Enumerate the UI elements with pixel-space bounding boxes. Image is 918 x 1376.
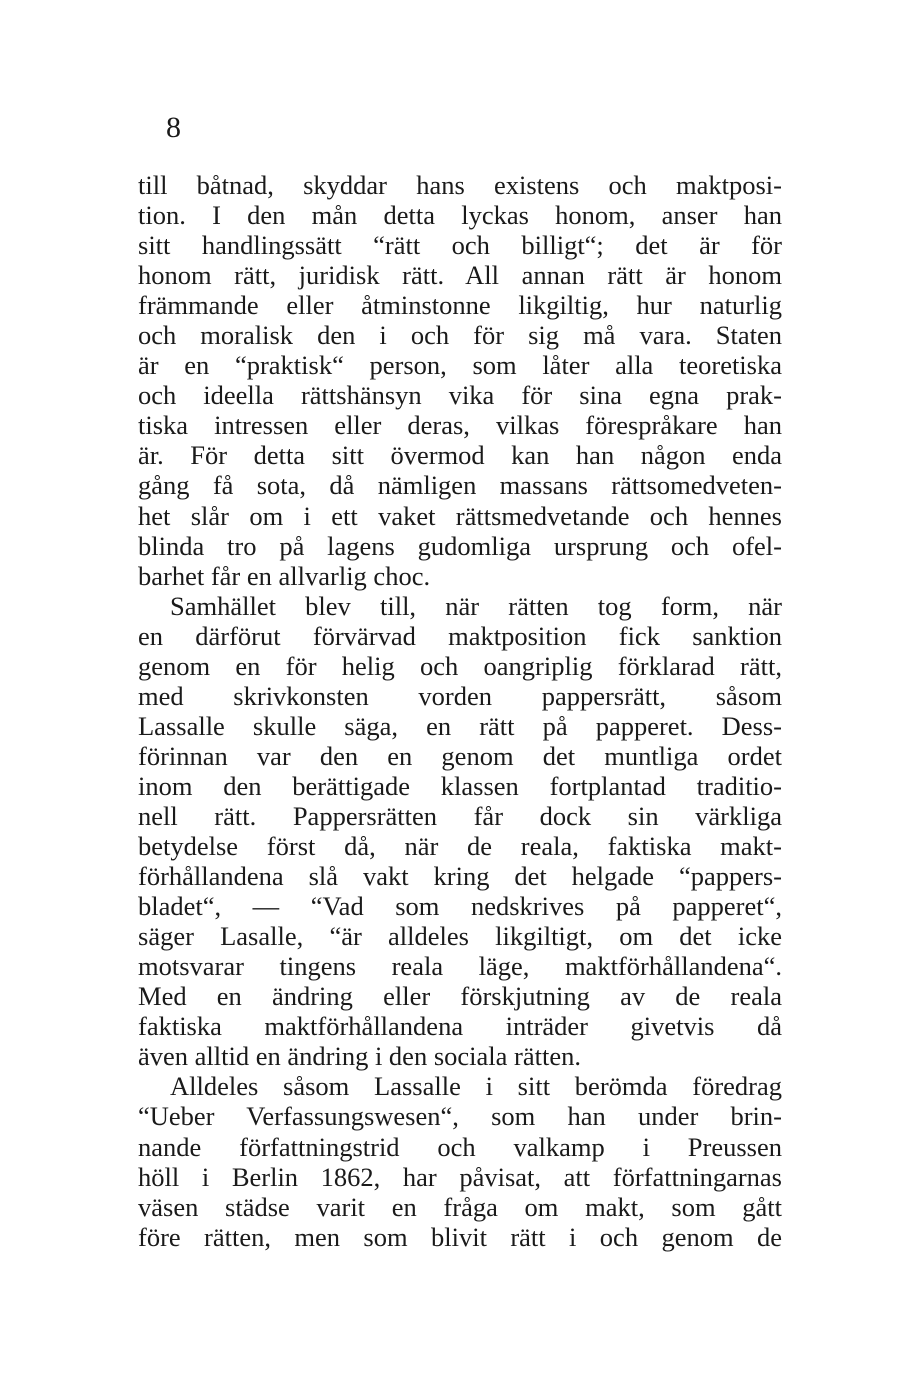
- text-line: faktiska maktförhållandena inträder givetvis då: [138, 1011, 782, 1042]
- text-line: är en “praktisk“ person, som låter alla teoretiska: [138, 350, 782, 381]
- text-line: genom en för helig och oangriplig förklarad rätt,: [138, 650, 782, 681]
- page-number: 8: [166, 111, 181, 144]
- text-line: är. För detta sitt övermod kan han någon enda: [138, 440, 782, 471]
- text-line: inom den berättigade klassen fortplantad traditio-: [138, 770, 782, 801]
- text-line: till båtnad, skyddar hans existens och maktposi-: [138, 170, 782, 200]
- text-line: “Ueber Verfassungswesen“, som han under brin-: [138, 1101, 782, 1132]
- text-line: förinnan var den en genom det muntliga ordet: [138, 740, 782, 771]
- text-line: Lassalle skulle säga, en rätt på papperet. Dess-: [138, 710, 782, 741]
- text-line: motsvarar tingens reala läge, maktförhållandena“.: [138, 951, 782, 982]
- text-line: het slår om i ett vaket rättsmedvetande och hennes: [138, 500, 782, 531]
- text-line: Samhället blev till, när rätten tog form, när: [170, 590, 782, 621]
- text-line: honom rätt, juridisk rätt. All annan rätt är honom: [138, 260, 782, 291]
- text-line: främmande eller åtminstonne likgiltig, hur naturlig: [138, 290, 782, 321]
- text-line: blinda tro på lagens gudomliga ursprung och ofel-: [138, 530, 782, 561]
- text-line: en därförut förvärvad maktposition fick sanktion: [138, 620, 782, 651]
- text-line: även alltid en ändring i den sociala rätten.: [138, 1041, 581, 1072]
- text-line: sitt handlingssätt “rätt och billigt“; det är för: [138, 230, 782, 261]
- text-line: gång få sota, då nämligen massans rättsomedveten-: [138, 470, 782, 501]
- text-line: säger Lasalle, “är alldeles likgiltigt, om det icke: [138, 921, 782, 952]
- text-line: tion. I den mån detta lyckas honom, anser han: [138, 200, 782, 231]
- text-line: barhet får en allvarlig choc.: [138, 560, 431, 591]
- text-line: väsen städse varit en fråga om makt, som gått: [138, 1191, 782, 1222]
- body-text: [138, 170, 782, 1252]
- text-line: tiska intressen eller deras, vilkas förespråkare han: [138, 410, 782, 441]
- text-line: och moralisk den i och för sig må vara. Staten: [138, 320, 782, 351]
- text-line: Alldeles såsom Lassalle i sitt berömda föredrag: [170, 1071, 782, 1102]
- text-line: betydelse först då, när de reala, faktiska makt-: [138, 831, 782, 862]
- text-line: höll i Berlin 1862, har påvisat, att författningarnas: [138, 1161, 782, 1192]
- text-line: nande författningstrid och valkamp i Preussen: [138, 1131, 782, 1162]
- text-line: med skrivkonsten vorden pappersrätt, såsom: [138, 680, 782, 711]
- text-line: bladet“, — “Vad som nedskrives på papperet“,: [138, 891, 782, 922]
- text-line: förhållandena slå vakt kring det helgade “pappers-: [138, 861, 782, 892]
- text-line: Med en ändring eller förskjutning av de reala: [138, 981, 782, 1012]
- text-line: och ideella rättshänsyn vika för sina egna prak-: [138, 380, 782, 411]
- text-line: före rätten, men som blivit rätt i och genom de: [138, 1221, 782, 1252]
- text-line: nell rätt. Pappersrätten får dock sin värkliga: [138, 800, 782, 831]
